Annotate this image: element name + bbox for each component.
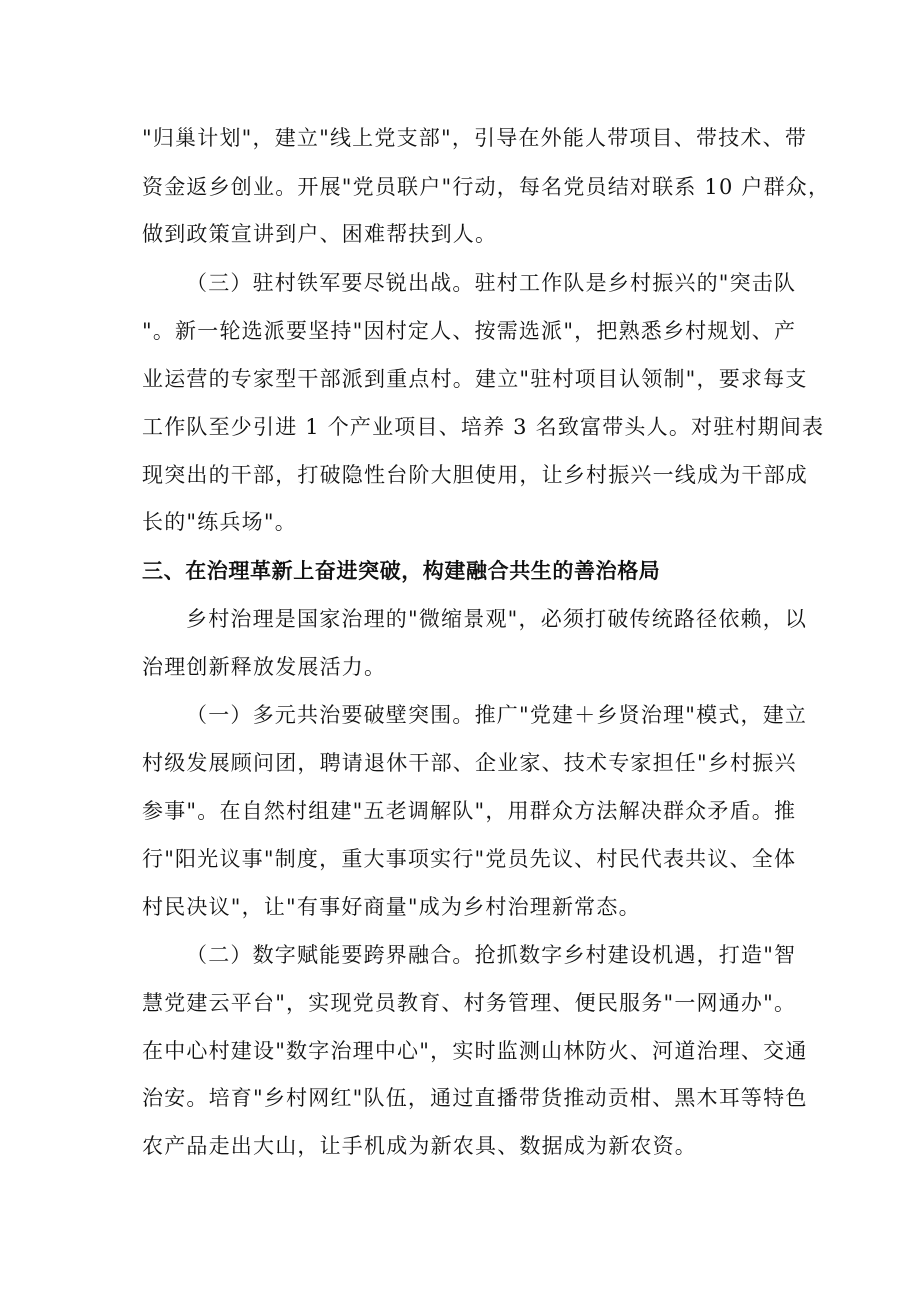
text-line: 行"阳光议事"制度，重大事项实行"党员先议、村民代表共议、全体 bbox=[142, 847, 797, 871]
text-line: 在中心村建设"数字治理中心"，实时监测山林防火、河道治理、交通 bbox=[142, 1039, 808, 1063]
text-line: 业运营的专家型干部派到重点村。建立"驻村项目认领制"，要求每支 bbox=[142, 367, 808, 391]
text-line: 参事"。在自然村组建"五老调解队"，用群众方法解决群众矛盾。推 bbox=[142, 799, 797, 823]
text-line: "。新一轮选派要坚持"因村定人、按需选派"，把熟悉乡村规划、产 bbox=[142, 319, 797, 343]
section-heading-2: （二）数字赋能要跨界融合。抢抓数字乡村建设机遇，打造"智 bbox=[186, 943, 797, 967]
text-line: 村民决议"，让"有事好商量"成为乡村治理新常态。 bbox=[142, 895, 641, 919]
text-line: 慧党建云平台"，实现党员教育、村务管理、便民服务"一网通办"。 bbox=[142, 991, 797, 1015]
text-line: 农产品走出大山，让手机成为新农具、数据成为新农资。 bbox=[142, 1134, 697, 1158]
chapter-heading: 三、在治理革新上奋进突破，构建融合共生的善治格局 bbox=[142, 559, 661, 583]
text-line: "归巢计划"，建立"线上党支部"，引导在外能人带项目、带技术、带 bbox=[142, 126, 808, 150]
text-line: 资金返乡创业。开展"党员联户"行动，每名党员结对联系 10 户群众， bbox=[142, 175, 831, 199]
section-heading-3: （三）驻村铁军要尽锐出战。驻村工作队是乡村振兴的"突击队 bbox=[186, 271, 797, 295]
text-line: 乡村治理是国家治理的"微缩景观"，必须打破传统路径依赖，以 bbox=[186, 607, 808, 631]
text-line: 治理创新释放发展活力。 bbox=[142, 655, 387, 679]
text-line: 长的"练兵场"。 bbox=[142, 510, 297, 534]
section-heading-1: （一）多元共治要破壁突围。推广"党建＋乡贤治理"模式，建立 bbox=[186, 703, 808, 727]
text-line: 工作队至少引进 1 个产业项目、培养 3 名致富带头人。对驻村期间表 bbox=[142, 415, 825, 439]
text-line: 现突出的干部，打破隐性台阶大胆使用，让乡村振兴一线成为干部成 bbox=[142, 463, 808, 487]
text-line: 做到政策宣讲到户、困难帮扶到人。 bbox=[142, 222, 498, 246]
text-line: 治安。培育"乡村网红"队伍，通过直播带货推动贡柑、黑木耳等特色 bbox=[142, 1086, 808, 1110]
text-line: 村级发展顾问团，聘请退休干部、企业家、技术专家担任"乡村振兴 bbox=[142, 751, 797, 775]
